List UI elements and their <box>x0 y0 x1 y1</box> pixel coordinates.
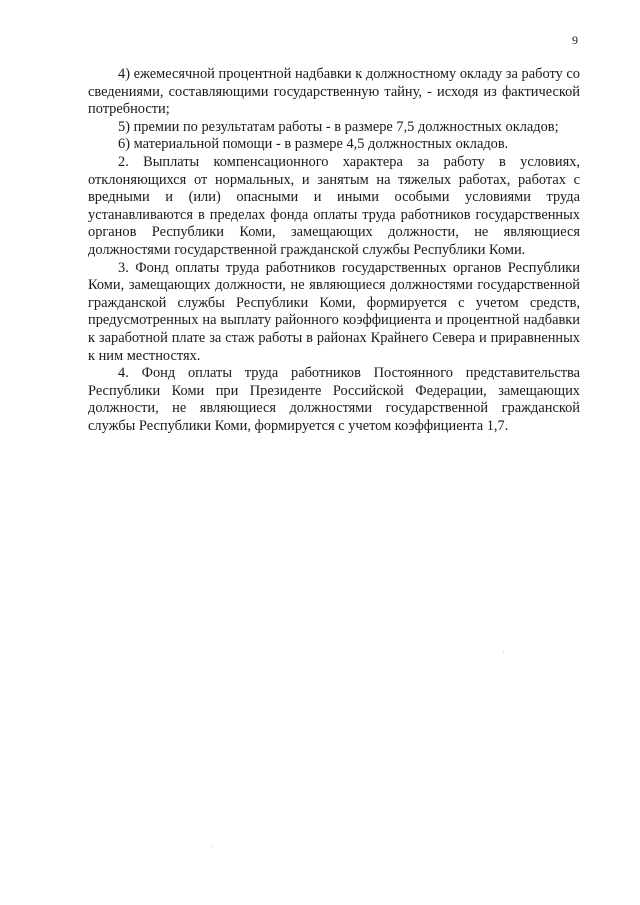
paragraph-item-5: 5) премии по результатам работы - в размере 7,5 должностных окладов; <box>118 118 559 135</box>
paragraph-item-4: 4) ежемесячной процентной надбавки к должностному окладу за работу со сведениями, составляющими государственную тайну, - исходя из фактической потребности; <box>88 66 580 118</box>
paragraph-item-6: 6) материальной помощи - в размере 4,5 должностных окладов. <box>118 136 509 153</box>
scan-speck <box>503 652 504 653</box>
paragraph-clause-3: 3. Фонд оплаты труда работников государственных органов Республики Коми, замещающих должности, не являющиеся должностями государственной гражданской службы Республики Коми, формируется с учетом средств, предусмотренных на выплату районного коэффициента и процентной надбавки к заработной плате за стаж работы в районах Крайнего Севера и приравненных к ним местностях. <box>88 259 580 364</box>
page-number: 9 <box>572 33 578 47</box>
paragraph-clause-4: 4. Фонд оплаты труда работников Постоянного представительства Республики Коми при Президенте Российской Федерации, замещающих должности, не являющиеся должностями государственной гражданской службы Республики Коми, формируется с учетом коэффициента 1,7. <box>88 365 580 434</box>
document-body <box>88 66 580 435</box>
paragraph-clause-2: 2. Выплаты компенсационного характера за работу в условиях, отклоняющихся от нормальных, и занятым на тяжелых работах, работах с вредными и (или) опасными и иными особыми условиями труда устанавливаются в пределах фонда оплаты труда работников государственных органов Республики Коми, замещающих должности, не являющиеся должностями государственной гражданской службы Республики Коми. <box>88 153 580 258</box>
scan-speck <box>212 846 213 847</box>
